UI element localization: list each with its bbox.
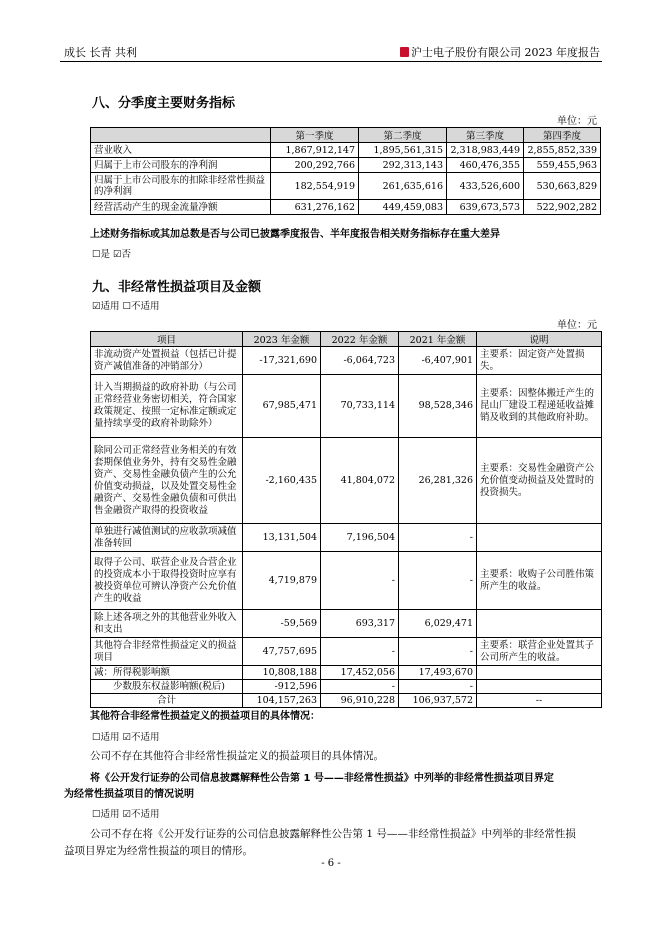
cell-value: 530,663,829 bbox=[524, 173, 601, 200]
table-row bbox=[91, 552, 602, 610]
cell-value: 41,804,072 bbox=[321, 438, 399, 524]
col-header: 2023 年金额 bbox=[243, 332, 321, 347]
cell-note bbox=[477, 666, 602, 680]
cell-value: - bbox=[399, 524, 477, 552]
table-row bbox=[91, 158, 601, 173]
cell-value: 182,554,919 bbox=[271, 173, 359, 200]
table-row bbox=[91, 524, 602, 552]
cell-value: 1,867,912,147 bbox=[271, 143, 359, 158]
cell-value: 67,985,471 bbox=[243, 375, 321, 438]
table-row bbox=[91, 438, 602, 524]
cell-value: 104,157,263 bbox=[243, 694, 321, 708]
cell-note: 主要系：交易性金融资产公允价值变动损益及处置时的投资损失。 bbox=[477, 438, 602, 524]
cell-value: 26,281,326 bbox=[399, 438, 477, 524]
cell-value: -59,569 bbox=[243, 610, 321, 638]
cell-value: 10,808,188 bbox=[243, 666, 321, 680]
other-items-choice: ☐适用 ☑不适用 bbox=[92, 732, 160, 743]
cell-value: - bbox=[399, 680, 477, 694]
cell-value: - bbox=[321, 552, 399, 610]
col-header bbox=[91, 128, 271, 143]
cell-note bbox=[477, 680, 602, 694]
page-number: - 6 - bbox=[321, 858, 341, 869]
company-logo-icon bbox=[400, 47, 409, 57]
cell-value: 2,855,852,339 bbox=[524, 143, 601, 158]
cell-value: 639,673,573 bbox=[447, 200, 524, 215]
header-right bbox=[400, 44, 600, 60]
table-row bbox=[91, 666, 602, 680]
cell-value: 292,313,143 bbox=[359, 158, 447, 173]
header-divider bbox=[60, 61, 602, 62]
cell-note bbox=[477, 524, 602, 552]
table-row-total bbox=[91, 694, 602, 708]
table-row bbox=[91, 143, 601, 158]
cell-note bbox=[477, 610, 602, 638]
cell-value: 17,452,056 bbox=[321, 666, 399, 680]
col-header: 项目 bbox=[91, 332, 243, 347]
cell-note: 主要系：联营企业处置其子公司所产生的收益。 bbox=[477, 638, 602, 666]
non-recurring-table bbox=[90, 331, 602, 708]
quarterly-diff-question: 上述财务指标或其加总数是否与公司已披露季度报告、半年度报告相关财务指标存在重大差异 bbox=[90, 229, 500, 240]
cell-value: 200,292,766 bbox=[271, 158, 359, 173]
row-label: 经营活动产生的现金流量净额 bbox=[91, 200, 271, 215]
cell-value: 98,528,346 bbox=[399, 375, 477, 438]
cell-value: 13,131,504 bbox=[243, 524, 321, 552]
cell-value: 433,526,600 bbox=[447, 173, 524, 200]
row-label: 归属于上市公司股东的净利润 bbox=[91, 158, 271, 173]
cell-value: - bbox=[399, 638, 477, 666]
col-header: 说明 bbox=[477, 332, 602, 347]
cell-value: 96,910,228 bbox=[321, 694, 399, 708]
cell-value: 4,719,879 bbox=[243, 552, 321, 610]
cell-value: -6,407,901 bbox=[399, 347, 477, 375]
row-label: 少数股东权益影响额(税后) bbox=[91, 680, 243, 694]
cell-value: 17,493,670 bbox=[399, 666, 477, 680]
cell-value: -17,321,690 bbox=[243, 347, 321, 375]
row-label: 取得子公司、联营企业及合营企业的投资成本小于取得投资时应享有被投资单位可辨认净资产公允价值产生的收益 bbox=[91, 552, 243, 610]
cell-note: 主要系：因整体搬迁产生的昆山厂建设工程递延收益摊销及收到的其他政府补助。 bbox=[477, 375, 602, 438]
row-label: 归属于上市公司股东的扣除非经常性损益的净利润 bbox=[91, 173, 271, 200]
reclassify-title-line1: 将《公开发行证券的公司信息披露解释性公告第 1 号——非经常性损益》中列举的非经常性损益项目界定 bbox=[90, 773, 554, 784]
cell-value: 47,757,695 bbox=[243, 638, 321, 666]
reclassify-choice: ☐适用 ☑不适用 bbox=[92, 809, 160, 820]
header-right-text: 沪士电子股份有限公司 2023 年度报告 bbox=[411, 46, 600, 59]
cell-value: 2,318,983,449 bbox=[447, 143, 524, 158]
cell-value: 106,937,572 bbox=[399, 694, 477, 708]
cell-value: 1,895,561,315 bbox=[359, 143, 447, 158]
reclassify-title-line2: 为经常性损益项目的情况说明 bbox=[64, 789, 194, 800]
table-row bbox=[91, 680, 602, 694]
cell-value: 70,733,114 bbox=[321, 375, 399, 438]
table-row bbox=[91, 347, 602, 375]
table-row bbox=[91, 375, 602, 438]
col-header: 2022 年金额 bbox=[321, 332, 399, 347]
col-header: 第二季度 bbox=[359, 128, 447, 143]
section-9-title: 九、非经常性损益项目及金额 bbox=[92, 280, 262, 295]
row-label: 合计 bbox=[91, 694, 243, 708]
cell-value: 522,902,282 bbox=[524, 200, 601, 215]
row-label: 营业收入 bbox=[91, 143, 271, 158]
quarterly-diff-choice: ☐是 ☑否 bbox=[92, 249, 132, 260]
cell-note: 主要系：固定资产处置损失。 bbox=[477, 347, 602, 375]
reclassify-text-line1: 公司不存在将《公开发行证券的公司信息披露解释性公告第 1 号——非经常性损益》中列举的非经常性损 bbox=[90, 828, 576, 840]
cell-value: - bbox=[321, 680, 399, 694]
table-row bbox=[91, 610, 602, 638]
row-label: 除同公司正常经营业务相关的有效套期保值业务外，持有交易性金融资产、交易性金融负债产生的公允价值变动损益，以及处置交易性金融资产、交易性金融负债和可供出售金融资产取得的投资收益 bbox=[91, 438, 243, 524]
cell-value: -912,596 bbox=[243, 680, 321, 694]
section-8-title: 八、分季度主要财务指标 bbox=[92, 96, 236, 111]
cell-value: 6,029,471 bbox=[399, 610, 477, 638]
table-row bbox=[91, 638, 602, 666]
table-row bbox=[91, 173, 601, 200]
cell-value: 7,196,504 bbox=[321, 524, 399, 552]
cell-value: -6,064,723 bbox=[321, 347, 399, 375]
col-header: 第四季度 bbox=[524, 128, 601, 143]
cell-value: 631,276,162 bbox=[271, 200, 359, 215]
cell-value: 559,455,963 bbox=[524, 158, 601, 173]
row-label: 其他符合非经常性损益定义的损益项目 bbox=[91, 638, 243, 666]
section-8-unit: 单位：元 bbox=[557, 116, 597, 127]
cell-note: -- bbox=[477, 694, 602, 708]
cell-value: - bbox=[399, 552, 477, 610]
non-recurring-header-row bbox=[91, 332, 602, 347]
reclassify-text-line2: 益项目界定为经常性损益的项目的情形。 bbox=[64, 845, 253, 857]
col-header: 第一季度 bbox=[271, 128, 359, 143]
row-label: 除上述各项之外的其他营业外收入和支出 bbox=[91, 610, 243, 638]
cell-note: 主要系：收购子公司胜伟策所产生的收益。 bbox=[477, 552, 602, 610]
other-items-text: 公司不存在其他符合非经常性损益定义的损益项目的具体情况。 bbox=[90, 750, 384, 762]
quarterly-table bbox=[90, 127, 601, 215]
cell-value: 460,476,355 bbox=[447, 158, 524, 173]
cell-value: 693,317 bbox=[321, 610, 399, 638]
row-label: 非流动资产处置损益（包括已计提资产减值准备的冲销部分） bbox=[91, 347, 243, 375]
col-header: 2021 年金额 bbox=[399, 332, 477, 347]
row-label: 计入当期损益的政府补助（与公司正常经营业务密切相关，符合国家政策规定、按照一定标准定额或定量持续享受的政府补助除外） bbox=[91, 375, 243, 438]
cell-value: 261,635,616 bbox=[359, 173, 447, 200]
cell-value: -2,160,435 bbox=[243, 438, 321, 524]
other-items-title: 其他符合非经常性损益定义的损益项目的具体情况： bbox=[90, 711, 320, 722]
section-9-applicable: ☑适用 ☐不适用 bbox=[92, 301, 160, 312]
header-left: 成长 长青 共利 bbox=[64, 46, 137, 59]
row-label: 减：所得税影响额 bbox=[91, 666, 243, 680]
cell-value: 449,459,083 bbox=[359, 200, 447, 215]
col-header: 第三季度 bbox=[447, 128, 524, 143]
quarterly-header-row bbox=[91, 128, 601, 143]
cell-value: - bbox=[321, 638, 399, 666]
table-row bbox=[91, 200, 601, 215]
section-9-unit: 单位：元 bbox=[557, 320, 597, 331]
row-label: 单独进行减值测试的应收款项减值准备转回 bbox=[91, 524, 243, 552]
